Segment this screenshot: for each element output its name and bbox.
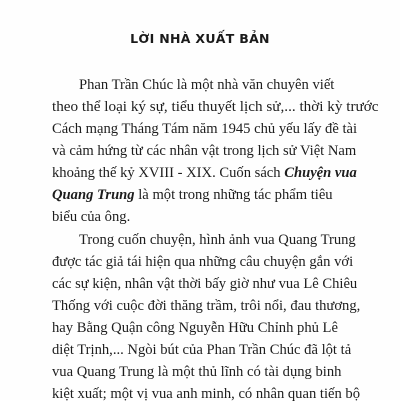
book-title-part-1: Chuyện vua — [284, 165, 357, 181]
paragraph-1-line-3: Cách mạng Tháng Tám năm 1945 chủ yếu lấy đề tài — [52, 121, 358, 137]
paragraph-1-line-1: Phan Trần Chúc là một nhà văn chuyên viết — [79, 77, 335, 93]
book-title-part-2: Quang Trung — [52, 187, 135, 203]
paragraph-2-line-2: được tác giả tái hiện qua những câu chuyện gắn với — [52, 254, 354, 270]
page-heading: LỜI NHÀ XUẤT BẢN — [130, 31, 270, 46]
paragraph-1-line-6: Quang Trung là một trong những tác phẩm tiêu — [52, 187, 333, 203]
paragraph-1-line-4: và cảm hứng từ các nhân vật trong lịch sử Việt Nam — [52, 143, 357, 159]
paragraph-2-line-3: các sự kiện, nhân vật thời bấy giờ như vua Lê Chiêu — [52, 276, 358, 292]
paragraph-1-line-5: khoảng thế kỷ XVIII - XIX. Cuốn sách Chuyện vua — [52, 165, 357, 181]
paragraph-2-line-5: hay Bằng Quận công Nguyễn Hữu Chỉnh phủ Lê — [52, 320, 338, 336]
paragraph-2-line-4: Thống với cuộc đời thăng trầm, trôi nổi, đau thương, — [52, 298, 361, 314]
paragraph-2-line-1: Trong cuốn chuyện, hình ảnh vua Quang Trung — [79, 232, 356, 248]
paragraph-1-line-7: biểu của ông. — [52, 209, 131, 225]
paragraph-2-line-7: vua Quang Trung là một thủ lĩnh có tài dụng binh — [52, 364, 342, 380]
paragraph-1-line-2: theo thể loại ký sự, tiểu thuyết lịch sử,... thời kỳ trước — [52, 99, 379, 115]
paragraph-2-line-6: diệt Trịnh,... Ngòi bút của Phan Trần Chúc đã lột tả — [52, 342, 352, 358]
paragraph-2-line-8: kiệt xuất; một vị vua anh minh, có nhân quan tiến bộ — [52, 386, 361, 402]
